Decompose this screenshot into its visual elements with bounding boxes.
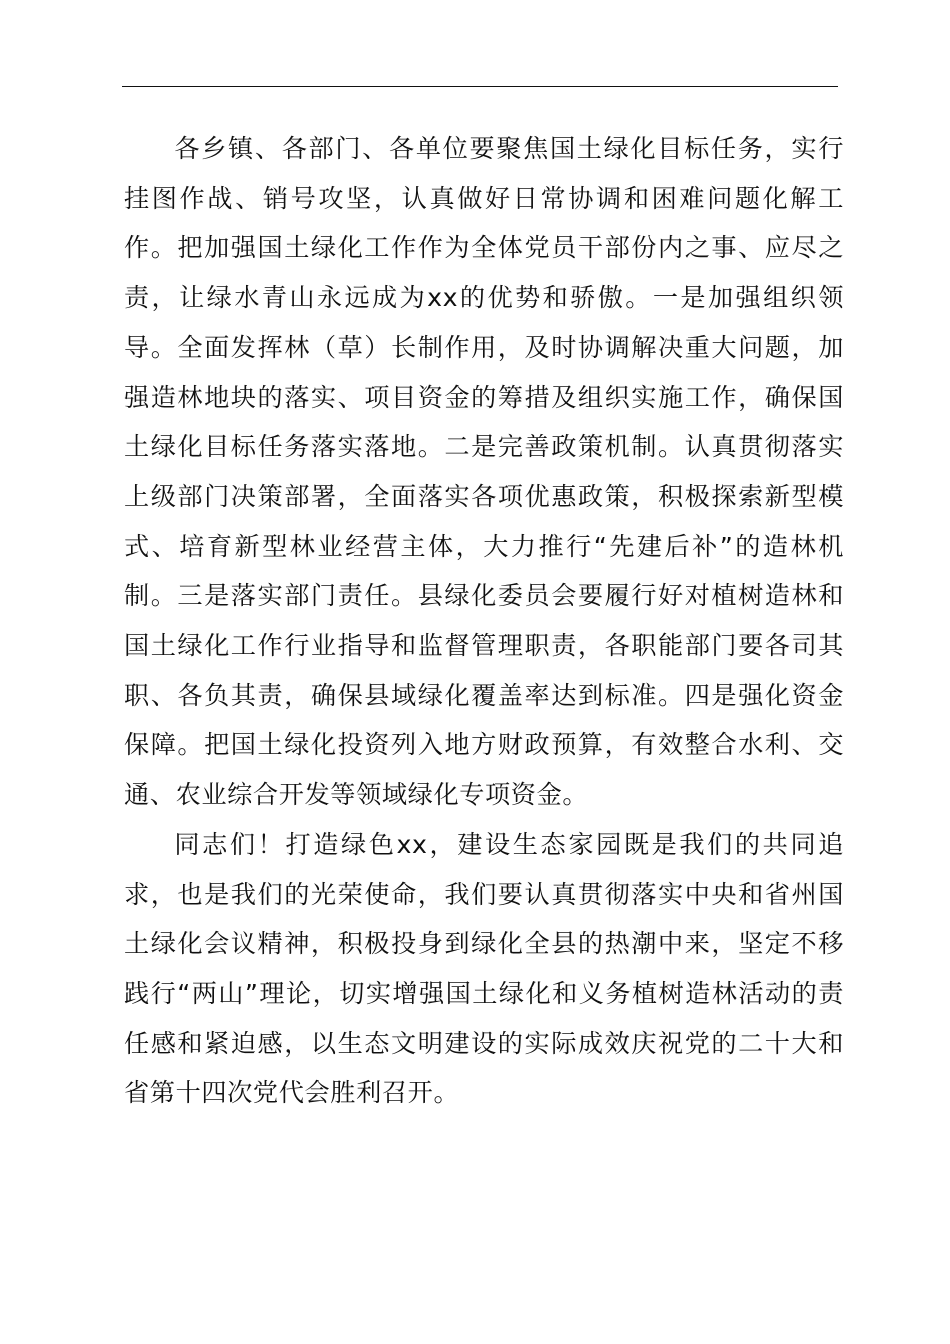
- header-rule: [122, 86, 838, 87]
- document-body: [124, 124, 844, 1118]
- paragraph-2: 同志们！打造绿色xx，建设生态家园既是我们的共同追求，也是我们的光荣使命，我们要认真贯彻落实中央和省州国土绿化会议精神，积极投身到绿化全县的热潮中来，坚定不移践行“两山”理论，切实增强国土绿化和义务植树造林活动的责任感和紧迫感，以生态文明建设的实际成效庆祝党的二十大和省第十四次党代会胜利召开。: [124, 829, 844, 1108]
- paragraph-1: 各乡镇、各部门、各单位要聚焦国土绿化目标任务，实行挂图作战、销号攻坚，认真做好日常协调和困难问题化解工作。把加强国土绿化工作作为全体党员干部份内之事、应尽之责，让绿水青山永远成为xx的优势和骄傲。一是加强组织领导。全面发挥林（草）长制作用，及时协调解决重大问题，加强造林地块的落实、项目资金的筹措及组织实施工作，确保国土绿化目标任务落实落地。二是完善政策机制。认真贯彻落实上级部门决策部署，全面落实各项优惠政策，积极探索新型模式、培育新型林业经营主体，大力推行“先建后补”的造林机制。三是落实部门责任。县绿化委员会要履行好对植树造林和国土绿化工作行业指导和监督管理职责，各职能部门要各司其职、各负其责，确保县域绿化覆盖率达到标准。四是强化资金保障。把国土绿化投资列入地方财政预算，有效整合水利、交通、农业综合开发等领域绿化专项资金。: [124, 134, 844, 810]
